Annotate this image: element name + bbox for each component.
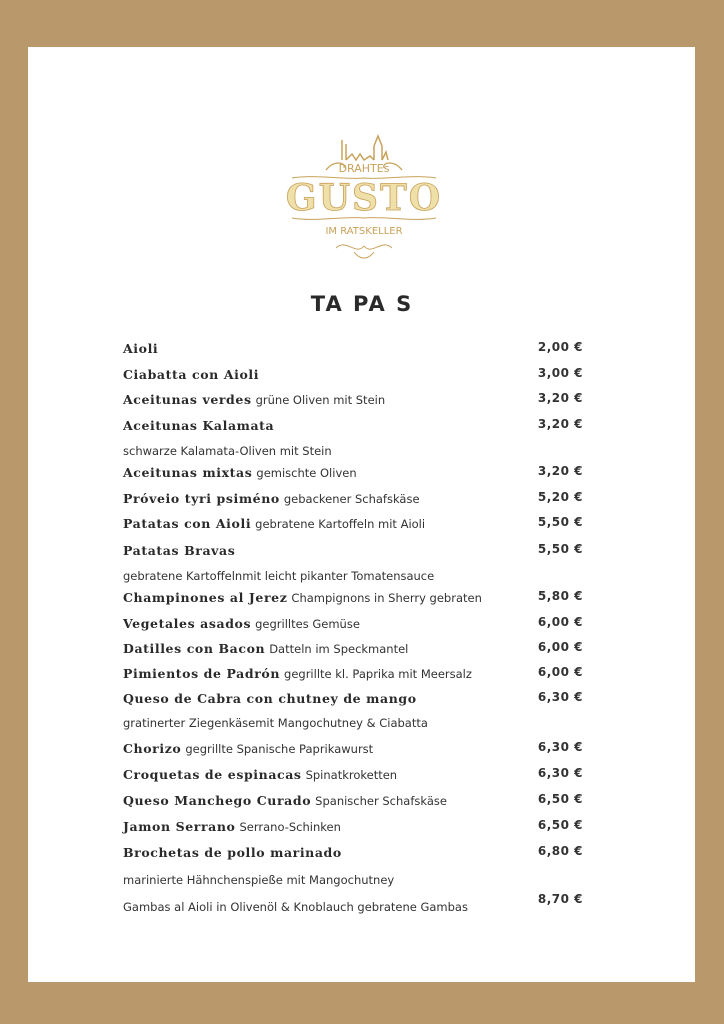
item-price: 3,20 € <box>537 391 583 405</box>
item-price: 6,80 € <box>537 844 583 858</box>
menu-item <box>123 542 583 560</box>
item-price: 5,20 € <box>537 490 583 504</box>
item-description-line: gratinerter Ziegenkäsemit Mangochutney & Ciabatta <box>123 716 428 730</box>
menu-item <box>123 892 583 916</box>
item-description: Gambas al Aioli in Olivenöl & Knoblauch gebratene Gambas <box>123 900 468 914</box>
svg-text:IM RATSKELLER: IM RATSKELLER <box>325 226 403 237</box>
item-description: gebratene Kartoffeln mit Aioli <box>255 517 426 531</box>
menu-item <box>123 690 583 708</box>
item-name: Champinones al Jerez <box>123 590 288 605</box>
item-name: Aceitunas Kalamata <box>123 418 275 433</box>
item-price: 6,50 € <box>537 818 583 832</box>
item-description: Champignons in Sherry gebraten <box>291 591 482 605</box>
menu-item <box>123 366 583 384</box>
menu-item <box>123 818 583 836</box>
item-name: Chorizo <box>123 741 182 756</box>
item-description: grüne Oliven mit Stein <box>255 393 386 407</box>
item-price: 3,00 € <box>537 366 583 380</box>
menu-item <box>123 792 583 810</box>
item-price: 6,30 € <box>537 690 583 704</box>
item-description-line: gebratene Kartoffelnmit leicht pikanter Tomatensauce <box>123 569 435 583</box>
item-price: 5,50 € <box>537 515 583 529</box>
item-name: Croquetas de espinacas <box>123 767 302 782</box>
item-name: Datilles con Bacon <box>123 641 266 656</box>
item-description: gegrilltes Gemüse <box>255 617 360 631</box>
item-price: 3,20 € <box>537 417 583 431</box>
item-name: Aceitunas verdes <box>123 392 252 407</box>
menu-item <box>123 640 583 658</box>
item-name: Ciabatta con Aioli <box>123 367 260 382</box>
menu-item <box>123 515 583 533</box>
item-price: 2,00 € <box>537 340 583 354</box>
item-name: Patatas Bravas <box>123 543 236 558</box>
menu-item <box>123 589 583 607</box>
item-name: Pimientos de Padrón <box>123 666 281 681</box>
item-price: 6,50 € <box>537 792 583 806</box>
item-description: Spanischer Schafskäse <box>315 794 447 808</box>
item-name: Patatas con Aioli <box>123 516 252 531</box>
item-description: Spinatkroketten <box>305 768 398 782</box>
svg-text:GUSTO: GUSTO <box>285 177 443 219</box>
menu-item <box>123 740 583 758</box>
item-name: Queso de Cabra con chutney de mango <box>123 691 417 706</box>
restaurant-logo <box>284 130 444 265</box>
item-name: Jamon Serrano <box>123 819 236 834</box>
svg-text:DRAHTEs: DRAHTEs <box>338 162 390 175</box>
item-name: Brochetas de pollo marinado <box>123 845 342 860</box>
item-price: 3,20 € <box>537 464 583 478</box>
item-name: Vegetales asados <box>123 616 252 631</box>
item-description: Datteln im Speckmantel <box>269 642 409 656</box>
menu-item <box>123 340 583 358</box>
item-price: 5,80 € <box>537 589 583 603</box>
menu-item <box>123 417 583 435</box>
item-description: gegrillte kl. Paprika mit Meersalz <box>284 667 472 681</box>
item-price: 6,00 € <box>537 615 583 629</box>
menu-item <box>123 615 583 633</box>
menu-item <box>123 391 583 409</box>
item-name: Próveio tyri psiméno <box>123 491 280 506</box>
item-name: Queso Manchego Curado <box>123 793 312 808</box>
menu-item <box>123 844 583 862</box>
item-description: gemischte Oliven <box>256 466 357 480</box>
menu-item <box>123 490 583 508</box>
item-price: 6,00 € <box>537 665 583 679</box>
item-description: gebackener Schafskäse <box>283 492 420 506</box>
item-name: Aceitunas mixtas <box>123 465 253 480</box>
menu-item <box>123 665 583 683</box>
item-description: Serrano-Schinken <box>239 820 341 834</box>
item-name: Aioli <box>123 341 159 356</box>
skyline-icon <box>342 136 388 160</box>
item-price: 6,30 € <box>537 766 583 780</box>
menu-title: TA PA S <box>310 292 414 316</box>
item-price: 8,70 € <box>537 892 583 906</box>
menu-item <box>123 766 583 784</box>
item-price: 6,30 € <box>537 740 583 754</box>
item-price: 6,00 € <box>537 640 583 654</box>
item-price: 5,50 € <box>537 542 583 556</box>
ornament-swirl-icon <box>336 245 392 258</box>
menu-item <box>123 464 583 482</box>
item-description: gegrillte Spanische Paprikawurst <box>185 742 374 756</box>
item-description-line: marinierte Hähnchenspieße mit Mangochutney <box>123 873 395 887</box>
item-description-line: schwarze Kalamata-Oliven mit Stein <box>123 444 332 458</box>
